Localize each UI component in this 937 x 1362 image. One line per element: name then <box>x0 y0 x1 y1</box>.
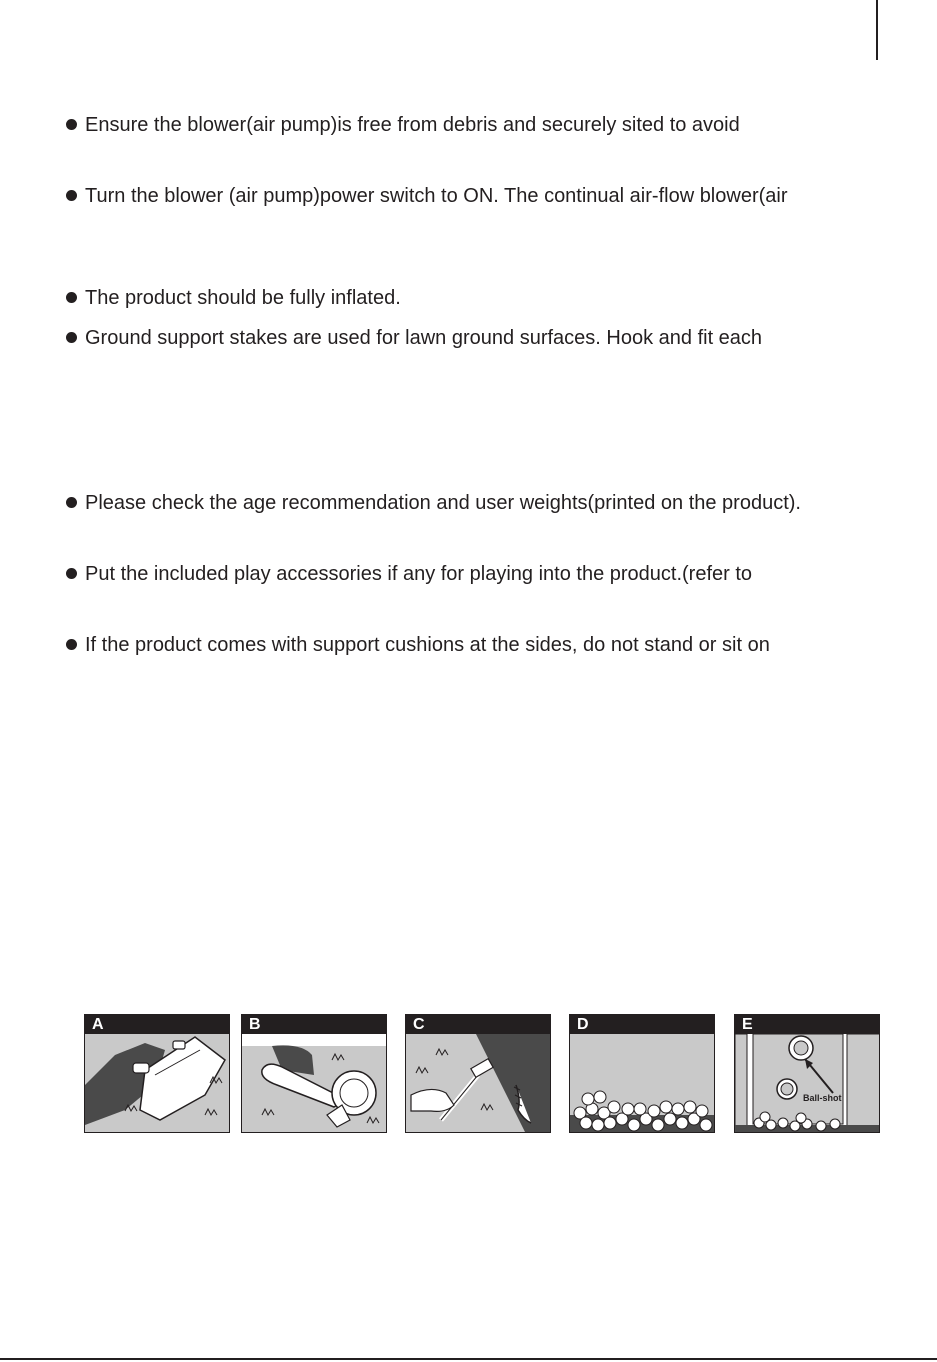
bullet-item <box>66 184 788 208</box>
bullet-icon <box>66 497 77 508</box>
figure-panel-c <box>405 1014 551 1133</box>
panel-letter: E <box>742 1016 753 1033</box>
bullet-item <box>66 286 401 310</box>
figure-panel-e <box>734 1014 880 1133</box>
panel-letter: C <box>413 1016 425 1033</box>
figure-panel-a <box>84 1014 230 1133</box>
panel-header <box>242 1015 386 1034</box>
bullet-item <box>66 562 752 586</box>
bullet-item <box>66 633 770 657</box>
bullet-icon <box>66 639 77 650</box>
ball-shot-label: Ball-shot <box>803 1093 842 1103</box>
panel-header <box>735 1015 879 1034</box>
panel-letter: A <box>92 1016 104 1033</box>
bottom-rule <box>0 1358 937 1360</box>
bullet-text: If the product comes with support cushions at the sides, do not stand or sit on <box>85 634 770 656</box>
panel-header <box>85 1015 229 1034</box>
bullet-icon <box>66 190 77 201</box>
bullet-text: Ground support stakes are used for lawn ground surfaces. Hook and fit each <box>85 327 763 349</box>
bullet-item <box>66 326 762 350</box>
bullet-text: Ensure the blower(air pump)is free from debris and securely sited to avoid <box>85 114 740 136</box>
bullet-icon <box>66 292 77 303</box>
panel-header <box>570 1015 714 1034</box>
panel-letter: D <box>577 1016 589 1033</box>
panel-header <box>406 1015 550 1034</box>
bullet-text: The product should be fully inflated. <box>85 287 401 309</box>
bullet-item <box>66 113 740 137</box>
bullet-text: Please check the age recommendation and user weights(printed on the product). <box>85 492 801 514</box>
page-edge-marker <box>876 0 878 60</box>
bullet-icon <box>66 568 77 579</box>
figure-panel-d <box>569 1014 715 1133</box>
bullet-icon <box>66 119 77 130</box>
bullet-text: Turn the blower (air pump)power switch to ON. The continual air-flow blower(air <box>85 185 788 207</box>
panel-letter: B <box>249 1016 261 1033</box>
bullet-item <box>66 491 801 515</box>
bullet-text: Put the included play accessories if any for playing into the product.(refer to <box>85 563 753 585</box>
bullet-icon <box>66 332 77 343</box>
figure-panel-b <box>241 1014 387 1133</box>
